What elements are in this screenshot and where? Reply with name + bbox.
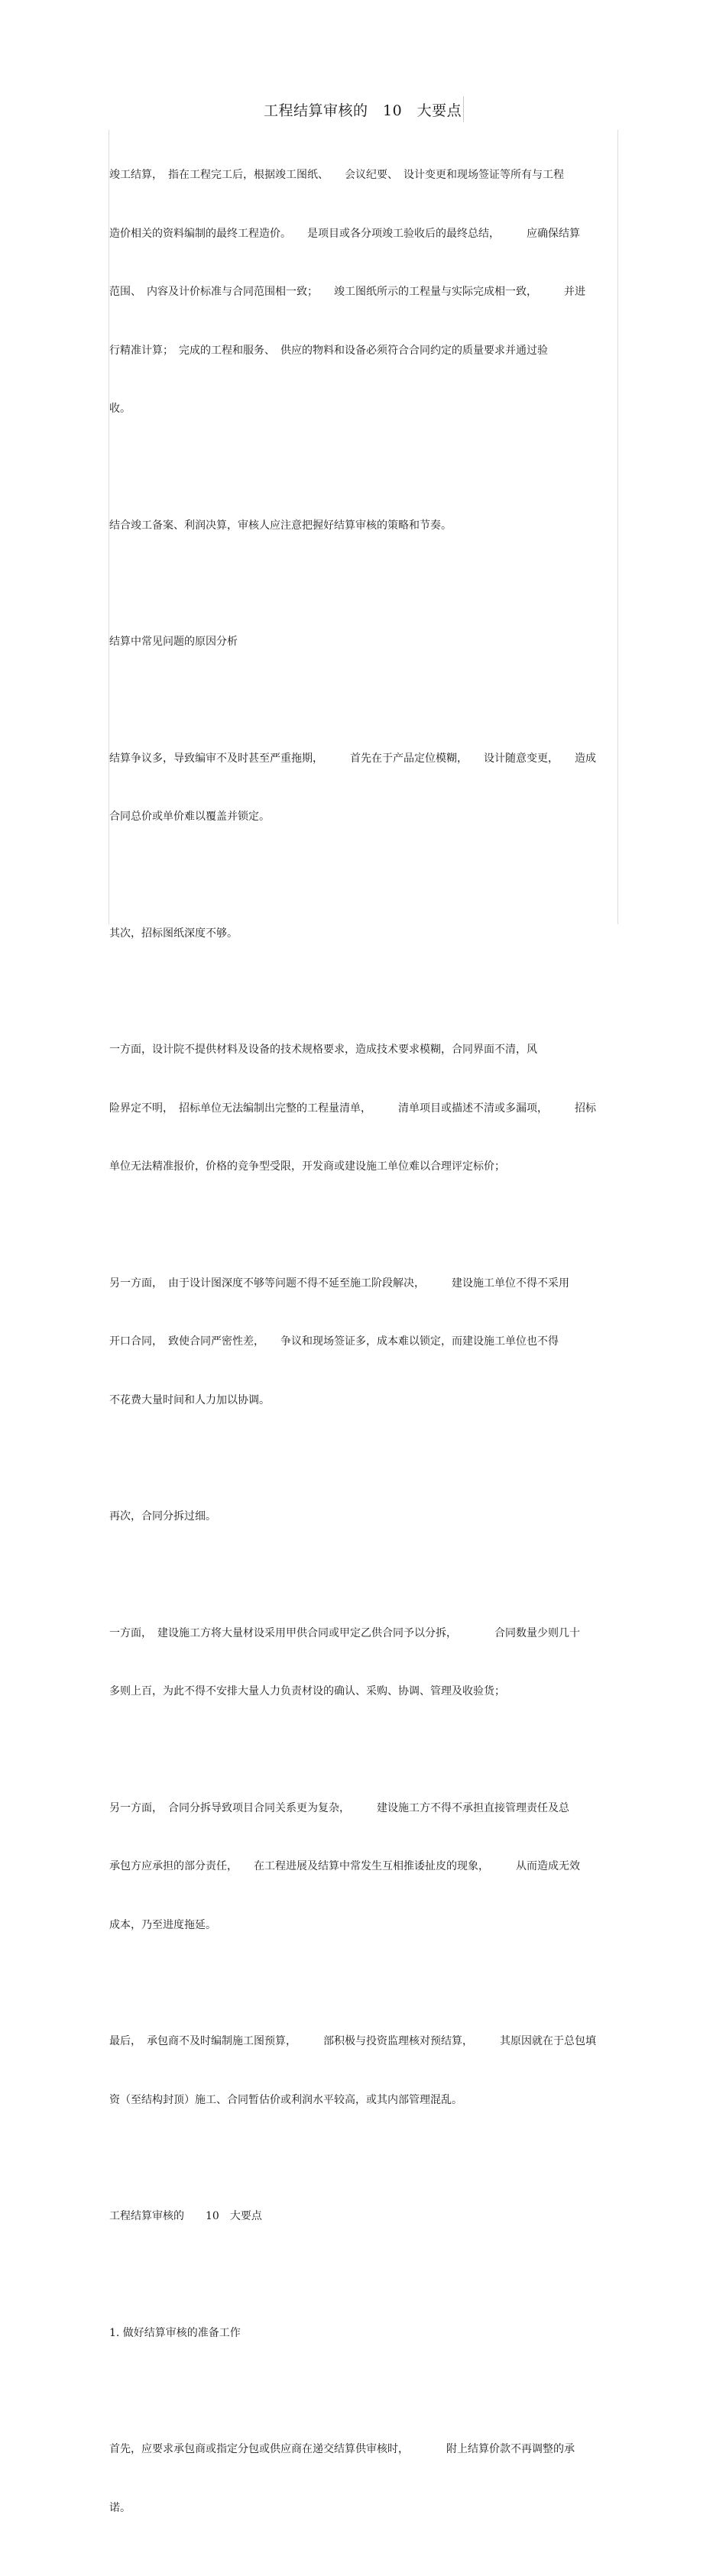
section-heading-causes (109, 594, 615, 691)
text-line: 承包方应承担的部分责任， 在工程进展及结算中常发生互相推诿扯皮的现象， 从而造成无效 (109, 1860, 580, 1872)
paragraph-strategy (109, 477, 615, 575)
text-line: 竣工结算， 指在工程完工后，根据竣工图纸、 会议纪要、 设计变更和现场签证等所有与工程 (109, 169, 564, 181)
text-line: 范围、 内容及计价标准与合同范围相一致； 竣工图纸所示的工程量与实际完成相一致， 并进 (109, 286, 585, 298)
text-line: 造价相关的资料编制的最终工程造价。 是项目或各分项竣工验收后的最终总结， 应确保结算 (109, 227, 580, 240)
document-title: 工程结算审核的 10 大要点 (264, 102, 462, 119)
section-heading-point-1 (109, 2285, 615, 2383)
paragraph-definition (109, 127, 615, 458)
text-line: 成本，乃至进度拖延。 (109, 1918, 216, 1931)
paragraph-contract-complexity (109, 1760, 615, 1975)
text-line: 结算争议多，导致编审不及时甚至严重拖期， 首先在于产品定位模糊， 设计随意变更， 造成 (109, 752, 596, 765)
text-line: 最后， 承包商不及时编制施工图预算， 部积极与投资监理核对预结算， 其原因就在于总包填 (109, 2035, 596, 2047)
text-line: 另一方面， 由于设计图深度不够等问题不得不延至施工阶段解决， 建设施工单位不得不采用 (109, 1277, 569, 1290)
text-line: 行精准计算； 完成的工程和服务、 供应的物料和设备必须符合合同约定的质量要求并通过验 (109, 344, 548, 357)
paragraph-disputes (109, 710, 615, 866)
text-line: 合同总价或单价难以覆盖并锁定。 (109, 811, 270, 823)
text-line: 其次，招标图纸深度不够。 (109, 927, 238, 940)
paragraph-design-depth (109, 1235, 615, 1450)
text-line: 不花费大量时间和人力加以协调。 (109, 1393, 270, 1406)
text-line: 首先，应要求承包商或指定分包或供应商在递交结算供审核时， 附上结算价款不再调整的承 (109, 2443, 575, 2455)
paragraph-second (109, 885, 615, 983)
text-line: 资（至结构封顶）施工、合同暂估价或利润水平较高，或其内部管理混乱。 (109, 2093, 462, 2106)
text-line: 再次，合同分拆过细。 (109, 1510, 216, 1523)
text-line: 多则上百，为此不得不安排大量人力负责材设的确认、采购、协调、管理及收验货； (109, 1685, 505, 1697)
text-line: 结算中常见问题的原因分析 (109, 636, 238, 648)
text-line: 单位无法精准报价，价格的竞争型受限，开发商或建设施工单位难以合理评定标价； (109, 1160, 505, 1173)
text-line: 险界定不明， 招标单位无法编制出完整的工程量清单， 清单项目或描述不清或多漏项， 招标 (109, 1102, 596, 1115)
text-line: 另一方面， 合同分拆导致项目合同关系更为复杂， 建设施工方不得不承担直接管理责任及总 (109, 1801, 569, 1814)
paragraph-third (109, 1468, 615, 1566)
text-line: 结合竣工备案、利润决算，审核人应注意把握好结算审核的策略和节奏。 (109, 519, 452, 532)
text-line: 收。 (109, 403, 131, 415)
text-line: 1. 做好结算审核的准备工作 (109, 2326, 241, 2339)
text-line: 一方面， 建设施工方将大量材设采用甲供合同或甲定乙供合同予以分拆， 合同数量少则几十 (109, 1626, 580, 1639)
paragraph-contract-split (109, 1585, 615, 1741)
text-line: 诺。 (109, 2501, 131, 2514)
paragraph-finally (109, 1993, 615, 2149)
text-line: 开口合同， 致使合同严密性差， 争议和现场签证多，成本难以锁定，而建设施工单位也不得 (109, 1335, 559, 1348)
paragraph-commitment (109, 2401, 615, 2557)
section-heading-ten-points (109, 2168, 615, 2266)
text-line: 一方面，设计院不提供材料及设备的技术规格要求，造成技术要求模糊，合同界面不清，风 (109, 1044, 537, 1056)
text-line: 工程结算审核的 10 大要点 (109, 2210, 262, 2222)
document-body (109, 127, 615, 2576)
paragraph-design-institute (109, 1002, 615, 1216)
